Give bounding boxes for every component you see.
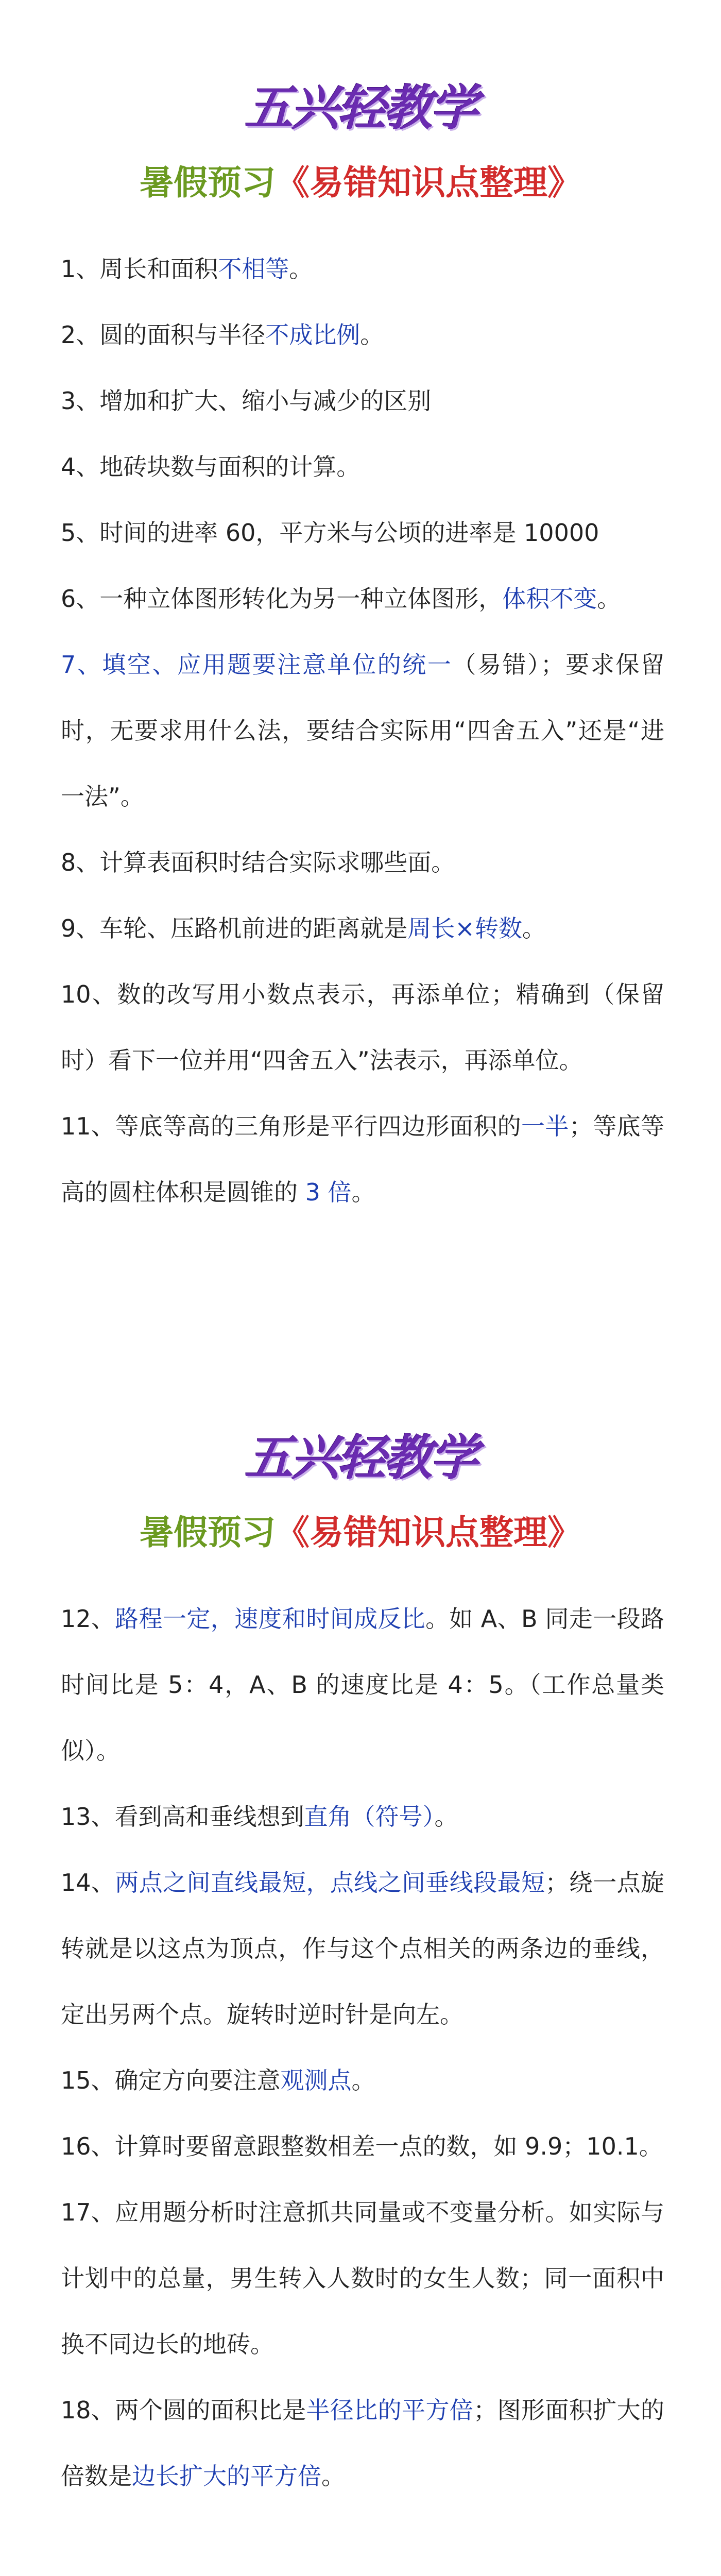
item-text: 。如 A、B 同走一段路时间比是 5：4，A、B 的速度比是 4：5。（工作总量类似）。: [61, 1605, 665, 1765]
item-text: 14、: [61, 1869, 115, 1896]
item-text: 11、等底等高的三角形是平行四边形面积的: [61, 1112, 522, 1140]
brand-logo: 五兴轻教学: [244, 1430, 476, 1486]
item-text: 3、增加和扩大、缩小与减少的区别: [61, 387, 432, 415]
highlighted-text: 3 倍: [305, 1178, 352, 1206]
knowledge-list: [0, 236, 721, 1225]
subtitle-main: 《易错知识点整理》: [276, 1513, 581, 1552]
item-text: 9、车轮、压路机前进的距离就是: [61, 914, 408, 942]
highlighted-text: 半径比的平方倍: [306, 2396, 474, 2424]
item-text: （易错）；要求保留时，无要求用什么法，要结合实际用“四舍五入”还是“进一法”。: [61, 651, 664, 810]
item-text: 17、应用题分析时注意抓共同量或不变量分析。如实际与计划中的总量，男生转入人数时的女生人数；同一面积中换不同边长的地砖。: [61, 2198, 664, 2358]
highlighted-text: 7、填空、应用题要注意单位的统一: [61, 651, 453, 679]
item-text: 8、计算表面积时结合实际求哪些面。: [61, 849, 455, 876]
brand-logo: 五兴轻教学: [244, 80, 476, 137]
item-text: 1、周长和面积: [61, 255, 218, 283]
item-text: 。: [351, 2066, 375, 2094]
list-item: [61, 895, 664, 961]
subtitle-main: 《易错知识点整理》: [276, 163, 581, 202]
item-text: 15、确定方向要注意: [61, 2066, 281, 2094]
item-text: 2、圆的面积与半径: [61, 321, 266, 349]
list-item: [61, 2047, 664, 2113]
list-item: [61, 2179, 664, 2377]
list-item: [61, 829, 664, 895]
knowledge-list: [0, 1586, 721, 2509]
page-subtitle: [0, 1510, 721, 1556]
list-item: [61, 1093, 664, 1225]
highlighted-text: 直角（符号）: [304, 1803, 435, 1831]
item-text: 4、地砖块数与面积的计算。: [61, 453, 360, 481]
list-item: [61, 632, 664, 829]
item-text: 。: [597, 585, 621, 613]
list-item: [61, 1784, 664, 1850]
item-text: 。: [289, 255, 313, 283]
list-item: [61, 236, 664, 302]
list-item: [61, 2377, 664, 2509]
list-item: [61, 368, 664, 434]
list-item: [61, 961, 664, 1093]
list-item: [61, 1586, 664, 1784]
item-text: 16、计算时要留意跟整数相差一点的数，如 9.9；10.1。: [61, 2132, 663, 2160]
list-item: [61, 1850, 664, 2047]
page-subtitle: [0, 160, 721, 206]
page-section-2: [0, 1427, 721, 2509]
list-item: [61, 500, 664, 566]
item-text: 。: [522, 914, 546, 942]
list-item: [61, 434, 664, 500]
highlighted-text: 边长扩大的平方倍: [132, 2462, 321, 2490]
highlighted-text: 周长×转数: [407, 914, 522, 942]
item-text: 。: [434, 1803, 458, 1831]
highlighted-text: 观测点: [280, 2066, 352, 2094]
item-text: 12、: [61, 1605, 115, 1633]
item-text: 6、一种立体图形转化为另一种立体图形，: [61, 585, 503, 613]
highlighted-text: 路程一定，速度和时间成反比: [115, 1605, 426, 1633]
highlighted-text: 体积不变: [502, 585, 597, 613]
item-text: ；等底等高的圆柱体积是圆锥的: [61, 1112, 665, 1206]
list-item: [61, 2113, 664, 2179]
list-item: [61, 566, 664, 632]
highlighted-text: 不相等: [218, 255, 289, 283]
list-item: [61, 302, 664, 368]
subtitle-prefix: 暑假预习: [140, 163, 276, 202]
highlighted-text: 一半: [521, 1112, 569, 1140]
item-text: ；绕一点旋转就是以这点为顶点，作与这个点相关的两条边的垂线，定出另两个点。旋转时逆时针是向左。: [61, 1869, 664, 2028]
item-text: ；图形面积扩大的倍数是: [61, 2396, 665, 2490]
item-text: 。: [351, 1178, 375, 1206]
item-text: 13、看到高和垂线想到: [61, 1803, 304, 1831]
item-text: 。: [321, 2462, 345, 2490]
subtitle-prefix: 暑假预习: [140, 1513, 276, 1552]
highlighted-text: 两点之间直线最短，点线之间垂线段最短: [115, 1869, 545, 1896]
item-text: 5、时间的进率 60，平方米与公顷的进率是 10000: [61, 519, 599, 547]
item-text: 18、两个圆的面积比是: [61, 2396, 306, 2424]
item-text: 10、数的改写用小数点表示，再添单位；精确到（保留时）看下一位并用“四舍五入”法表示，再添单位。: [61, 980, 664, 1074]
item-text: 。: [360, 321, 384, 349]
page-section-1: [0, 77, 721, 1225]
highlighted-text: 不成比例: [265, 321, 360, 349]
